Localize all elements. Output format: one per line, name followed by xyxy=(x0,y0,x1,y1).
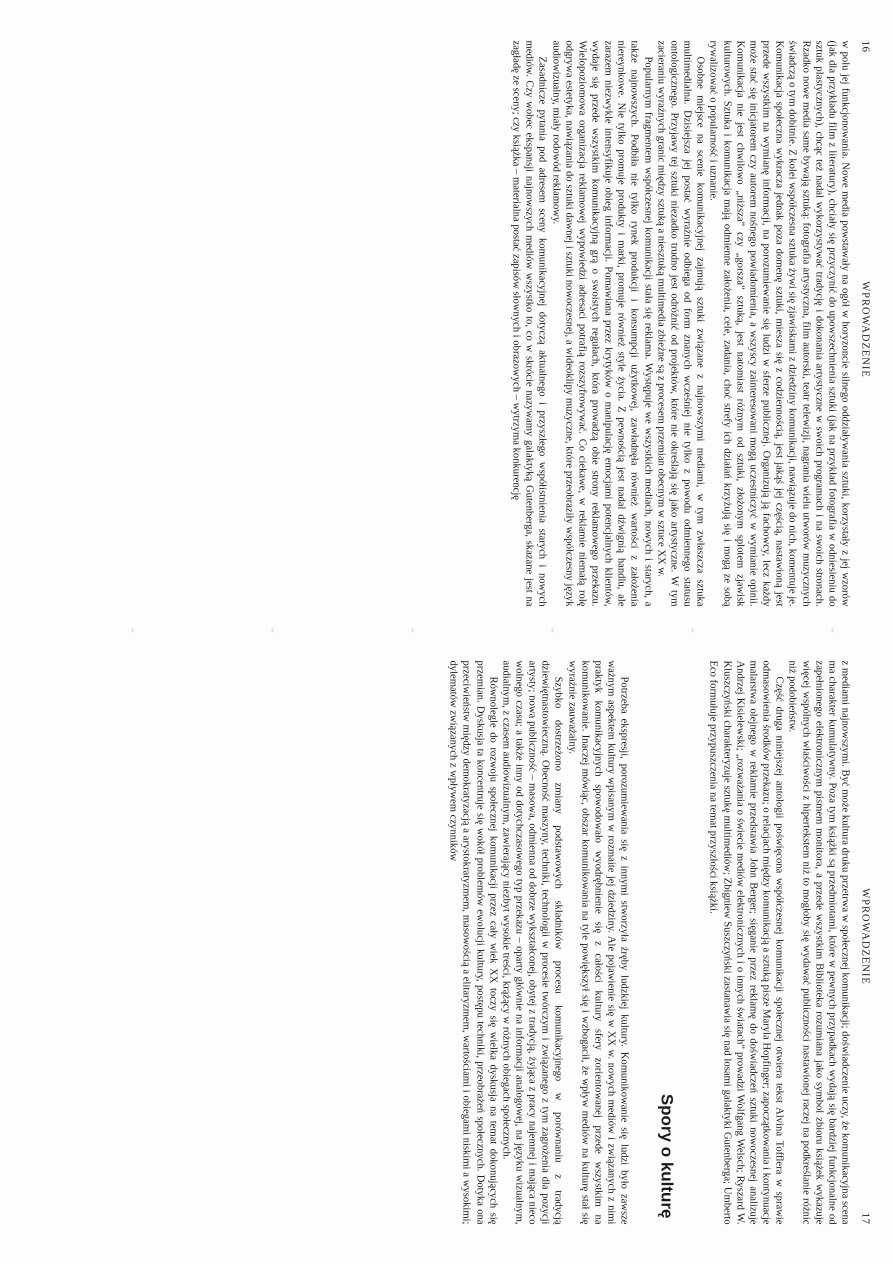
left-paragraph: Osobne miejsce na scenie komunikacyjnej zajmują sztuki związane z najnowszymi mediami, w tym zwłaszcza sztuka multimedialna. Dzisiejsza jej postać wyraźnie odbiega od form znanych wcześniej nie tylko z powodu odmiennego statusu ontologicznego. Przyjawy tej sztuki niezadko trudno jest odróżnić od projektów, które nie określają się jako artystyczne. W tym zacieraniu wyraźnych granic między sztuką a niesztuką multimedia zbieżne są z procesem przemian obecnym w sztuce XX w. xyxy=(654,40,706,606)
right-body-text xyxy=(446,660,851,1224)
right-paragraph: z mediami najnowszymi. Być może kultura druku przetrwa w społecznej komunikacji; doświadczenie uczy, że komunikacyjna scena ma charakter kumulatywny. Poza tym książki są przedmiotami, które w pewnych przypadkach wydają się bardziej funkcjonalne od zapełnionego elektronicznym pismem monitora, a przede wszystkim Biblioteka rozumiana jako symbol zbioru książek wykazuje więcej wspólnych właściwości z hipertekstem niż to mogłoby się wydawać publiczności nastawionej raczej na podkreślanie różnic niż podobieństw. xyxy=(786,660,850,1224)
left-paragraph: Popularnym fragmentem współczesnej komunikacji stała się reklama. Występuje we wszystkich mediach, nowych i starych, a także najnowszych. Podbiła nie tylko rynek produkcji i konsumpcji użytkowej, zawładnęła również wartości z założenia niereynkowe. Nie tylko promuje produkty i marki, promuje również style życia. Z pewnością jest nadal dźwignią handlu, ale zarazem niezwykle intensyfikuje obieg informacji. Pomawiana przez krytyków o manipulację emocjami potencjalnych klientów, wydaje się przede wszystkim komunikacyjną grą o swoistych regułach, która prowadzą obie strony reklamowego przekazu. Wielopoziomowa organizacja reklamowej wypowiedzi adresaci potrafią rozszyfrowywać. Co ciekawe, w reklamie niemałą rolę odgrywa estetyka, nawiązania do sztuki dawnej i sztuki nowoczesnej, a wideoklipy muzyczne, które przeobraziły współczesny język audiowizualny, miały rodowód reklamowy. xyxy=(549,40,653,606)
left-body-text xyxy=(509,40,851,606)
right-paragraph: Część druga niniejszej antologii poświęcona współczesnej komunikacji społecznej otwiera tekst Alvina Tofflera w sprawie odmasowienia środków przekazu; o relacjach między komunikacją a sztuką pisze Maryla Hopfinger; zapoczątkowania i kontynuacje malarstwa olejnego w reklamie przedstawia John Berger; sięganie przez reklamę do doświadczeń sztuki nowoczesnej analizuje Andrzej Kisielewski; „rozważania o świecie mediów elektronicznych i o innych światach” prowadzi Wolfgang Welsch; Ryszard W. Kluszczyński charakteryzuje sztukę multimediów; Zbigniew Suszczyński zastanawia się nad losami galaktyki Gutenberga; Umberto Eco formułuje przypuszczenia na temat przyszłości książki. xyxy=(707,660,785,1224)
left-paragraph: w polu jej funkcjonowania. Nowe media powstawały na ogół w horyzoncie silnego oddziaływania sztuki, korzystały z jej wzorów (jak dla przykładu film z literatury), chciały się przyczynić do upowszechnienia sztuki (jak na przykład fotografia w odniesieniu do sztuk plastycznych), chcąc też nadal wykorzystywać tradycję i dokonania artystyczne w swoich programach i na swoich stronach. Rzadko nowe media same bywają sztuką: fotografia artystyczna, film autorski, teatr telewizji, nagrania wielu utworów muzycznych świadczą o tym dobitnie. Z kolei współczesna sztuka żywi się zjawiskami z dziedziny komunikacji, nawiązuje do nich, komentuje je. Komunikacja społeczna wykracza jednak poza domenę sztuki, miesza się z codziennością, jest jakąś jej częścią, nastawioną jest przede wszystkim na wymianę informacji, na porozumiewanie się ludzi w sferze publicznej. Organizują ją fachowcy, lecz każdy może stać się inicjatorem czy autorem nośnego powiadomienia, a wszyscy zainteresowani mogą uczestniczyć w wymianie opinii. Komunikacja nie jest chwilowo „niższa” czy „gorsza” sztuką, jest natomiast różnym od sztuki, złożonym splotem zjawisk kulturowych. Sztuka i komunikacja mają odmienne założenia, cele, zadania, choć strefy ich działań krzyżują się i mogą ze sobą rywalizować o popularność i uznanie. xyxy=(707,40,850,606)
section-title: Spory o kulturę xyxy=(657,1093,677,1218)
right-running-head xyxy=(851,660,871,1224)
left-running-head xyxy=(851,40,871,606)
right-page xyxy=(0,632,893,1264)
left-running-title: WPROWADZENIE xyxy=(859,280,870,378)
right-running-title: WPROWADZENIE xyxy=(859,887,870,985)
right-paragraph: Potrzeba ekspresji, porozumiewania się z innymi stworzyła źręby ludzkiej kultury. Komunikowanie się ludzi było zawsze ważnym aspektem kultury wpisanym w rozmaite jej dziedziny. Ale pojawienie się w XX w. nowych mediów i związanych z nimi praktyk komunikacyjnych spowodowało wyodrębnienie się z całości kultury sfery zorientowanej przede wszystkim na komunikowanie. Inaczej mówiąc, obszar komunikowania na tyle powiększył się i wzbogacił, że wpływ mediów na kulturę stał się wyraźnie zauważalny. xyxy=(565,660,630,1224)
right-page-number: 17 xyxy=(859,1211,871,1224)
right-paragraph: Szybko dostrzeżono zmiany podstawowych składników procesu komunikacyjnego w porównaniu z tradycją dziewiętnastowieczną. Obecność maszyny, techniki, technologii w procesie twórczym i związanego z tym zagrożenia dla pozycji artysty; nowa publiczność – masowa, odmienna od dobrze wykształconej, obytej z tradycją, żyjąca z pracy najemnej i mająca nieco wolnego czasu; a także inny od dotychczasowego typ przekazu – oparty głównie na informacji analogowej, na języku wizualnym, audialnym, z czasem audiowizualnym, zawierający niezbyt wysokie treści, krążący w różnych obiegach społecznych. xyxy=(499,660,564,1224)
left-paragraph: Zasadnicze pytania pod adresem sceny komunikacyjnej dotyczą aktualnego i przyszłego współistnienia starych i nowych mediów. Czy wobec ekspansji najnowszych mediów wszystko to, co w skrócie nazywamy galaktyką Gutenberga, skazane jest na zagładę ze sceny; czy książka – materialna postać zapisów słownych i obrazowych – wytrzyma konkurencję xyxy=(510,40,548,606)
right-paragraph: Równolegle do rozwoju społecznej komunikacji przez cały wiek XX toczy się wielka dyskusja na temat dokonujących się przemian. Dyskusja ta koncentruje się wokół problemów ewolucji kultury, postępu techniki, przeobrażeń społecznych. Dotyka ona przeciwieństw między demokratyzacją a arystokratyzmem, masowością a elitaryzmem, wartościami i obiegami niskimi a wysokimi; dylematów związanych z wpływem czynników xyxy=(447,660,498,1224)
left-page-number: 16 xyxy=(859,40,871,52)
